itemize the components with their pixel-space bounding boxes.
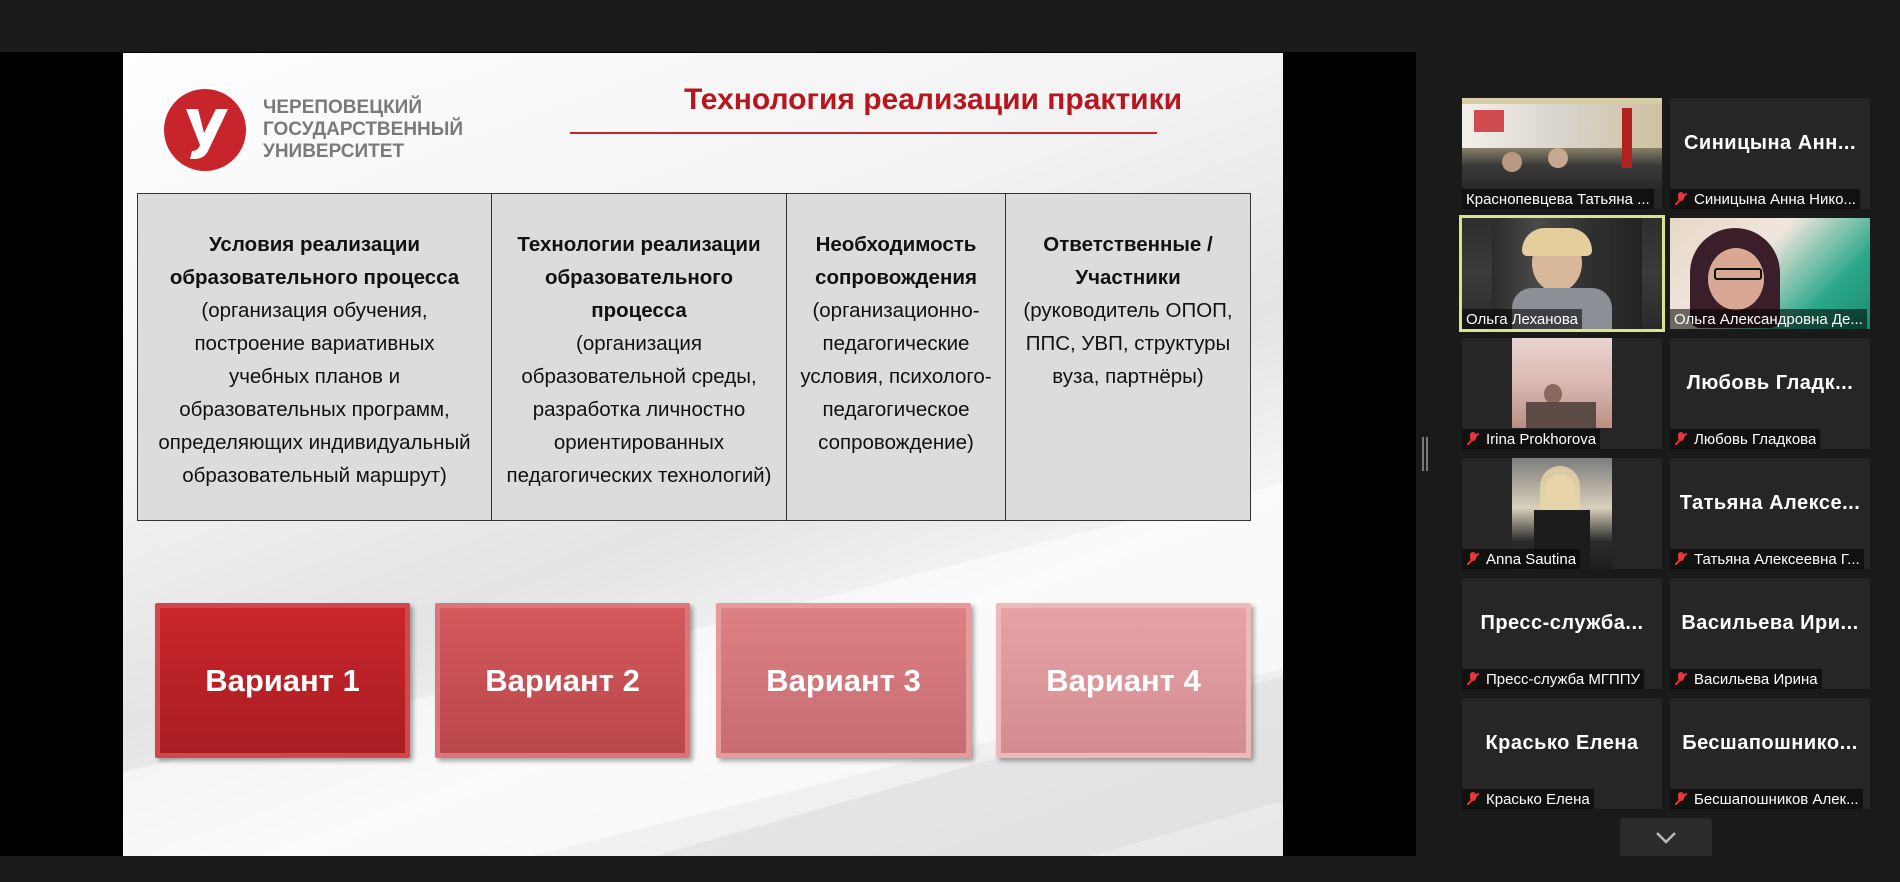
participant-name-label [1670, 669, 1822, 689]
cell-heading: Технологии реализации [517, 233, 761, 256]
participant-name-label [1462, 789, 1594, 809]
participant-name: Irina Prokhorova [1486, 430, 1597, 448]
participant-display-name: Татьяна Алексе... [1679, 491, 1861, 514]
university-name-line: УНИВЕРСИТЕТ [263, 141, 405, 162]
cell-text: разработка личностно [532, 398, 746, 421]
table-cell-conditions [138, 194, 492, 521]
participant-name: Ольга Александровна Де... [1674, 310, 1863, 328]
cell-text: (руководитель ОПОП, [1023, 299, 1233, 322]
participant-name-label [1670, 429, 1820, 449]
table-cell-responsible [1006, 194, 1251, 521]
mic-off-icon [1674, 792, 1688, 806]
cell-heading: Участники [1075, 266, 1181, 289]
participant-display-name: Любовь Гладк... [1686, 371, 1854, 394]
cell-text: образовательной среды, [521, 365, 757, 388]
variant-2-box: Вариант 2 [435, 603, 690, 758]
participant-name-label [1670, 549, 1864, 569]
cell-heading: образовательного [544, 266, 734, 289]
slide-title: Технология реализации практики [683, 83, 1183, 116]
cell-text: ППС, УВП, структуры [1025, 332, 1231, 355]
university-name [263, 97, 493, 163]
participant-tile[interactable] [1462, 578, 1662, 689]
participant-video [1512, 338, 1612, 428]
cell-text: вуза, партнёры) [1052, 365, 1204, 388]
participant-name-label [1670, 189, 1860, 209]
participant-name: Красько Елена [1486, 790, 1590, 808]
cell-text: учебных планов и [228, 365, 401, 388]
participant-name: Anna Sautina [1486, 550, 1577, 568]
mic-off-icon [1466, 552, 1480, 566]
participant-name: Бесшапошников Алек... [1694, 790, 1859, 808]
cell-heading: Ответственные / [1043, 233, 1213, 256]
cell-heading: Условия реализации [208, 233, 421, 256]
cell-text: ориентированных [553, 431, 725, 454]
title-underline [570, 132, 1157, 134]
variant-4-box: Вариант 4 [996, 603, 1251, 758]
participant-name: Пресс-служба МГППУ [1486, 670, 1641, 688]
participant-tile[interactable] [1670, 578, 1870, 689]
participant-name-label [1462, 549, 1580, 569]
participant-tile-active-speaker[interactable] [1462, 218, 1662, 329]
participant-name-label [1670, 309, 1867, 329]
participant-display-name: Красько Елена [1485, 731, 1639, 754]
participant-name: Синицына Анна Нико... [1694, 190, 1856, 208]
bottom-bar [0, 856, 1900, 882]
participant-tile[interactable] [1670, 698, 1870, 809]
participant-tile[interactable] [1462, 98, 1662, 209]
mic-off-icon [1674, 192, 1688, 206]
participant-name: Любовь Гладкова [1694, 430, 1817, 448]
cell-text: образовательных программ, [179, 398, 450, 421]
cell-text: педагогическое [822, 398, 970, 421]
panel-resize-handle[interactable] [1422, 437, 1428, 471]
cell-text: построение вариативных [194, 332, 435, 355]
cell-text: определяющих индивидуальный [158, 431, 471, 454]
practice-table [137, 193, 1251, 521]
presentation-slide [123, 53, 1283, 856]
participant-display-name: Пресс-служба... [1480, 611, 1644, 634]
participant-name-label [1462, 189, 1654, 209]
participant-display-name: Синицына Анн... [1683, 131, 1857, 154]
mic-off-icon [1466, 432, 1480, 446]
cell-text: педагогических технологий) [506, 464, 772, 487]
cell-heading: образовательного процесса [169, 266, 460, 289]
participant-tile[interactable] [1462, 458, 1662, 569]
table-cell-support [787, 194, 1006, 521]
cell-heading: Необходимость [815, 233, 977, 256]
mic-off-icon [1674, 672, 1688, 686]
participant-name-label [1462, 669, 1644, 689]
top-bar [0, 0, 1900, 52]
participant-display-name: Бесшапошнико... [1682, 731, 1858, 754]
participant-tile[interactable] [1462, 338, 1662, 449]
variant-1-box: Вариант 1 [155, 603, 410, 758]
participant-tile[interactable] [1670, 218, 1870, 329]
participant-name: Ольга Леханова [1466, 310, 1579, 328]
university-name-line: ГОСУДАРСТВЕННЫЙ [263, 119, 464, 140]
cell-text: условия, психолого- [800, 365, 992, 388]
table-cell-technologies [492, 194, 787, 521]
mic-off-icon [1466, 792, 1480, 806]
cell-text: (организация обучения, [201, 299, 428, 322]
participant-display-name: Васильева Ири... [1681, 611, 1859, 634]
mic-off-icon [1674, 552, 1688, 566]
participant-name: Васильева Ирина [1694, 670, 1818, 688]
participant-tile[interactable] [1670, 98, 1870, 209]
variant-3-box: Вариант 3 [716, 603, 971, 758]
university-logo [164, 89, 246, 171]
mic-off-icon [1466, 672, 1480, 686]
cell-text: сопровождение) [818, 431, 974, 454]
participant-name-label [1462, 309, 1582, 329]
participant-name: Краснопевцева Татьяна ... [1466, 190, 1650, 208]
participant-name: Татьяна Алексеевна Г... [1694, 550, 1860, 568]
participant-video [1462, 98, 1662, 188]
participant-tile[interactable] [1670, 338, 1870, 449]
gallery-scroll-down-button[interactable] [1620, 818, 1712, 860]
cell-heading: процесса [591, 299, 687, 322]
university-name-line: ЧЕРЕПОВЕЦКИЙ [263, 97, 422, 118]
participant-name-label [1670, 789, 1863, 809]
cell-text: педагогические [822, 332, 970, 355]
cell-text: образовательный маршрут) [182, 464, 447, 487]
cell-text: (организационно- [812, 299, 980, 322]
chevron-down-icon [1655, 830, 1677, 849]
participant-name-label [1462, 429, 1600, 449]
mic-off-icon [1674, 432, 1688, 446]
participant-tile[interactable] [1462, 698, 1662, 809]
cell-text: (организация [576, 332, 702, 355]
participant-tile[interactable] [1670, 458, 1870, 569]
cell-heading: сопровождения [815, 266, 977, 289]
